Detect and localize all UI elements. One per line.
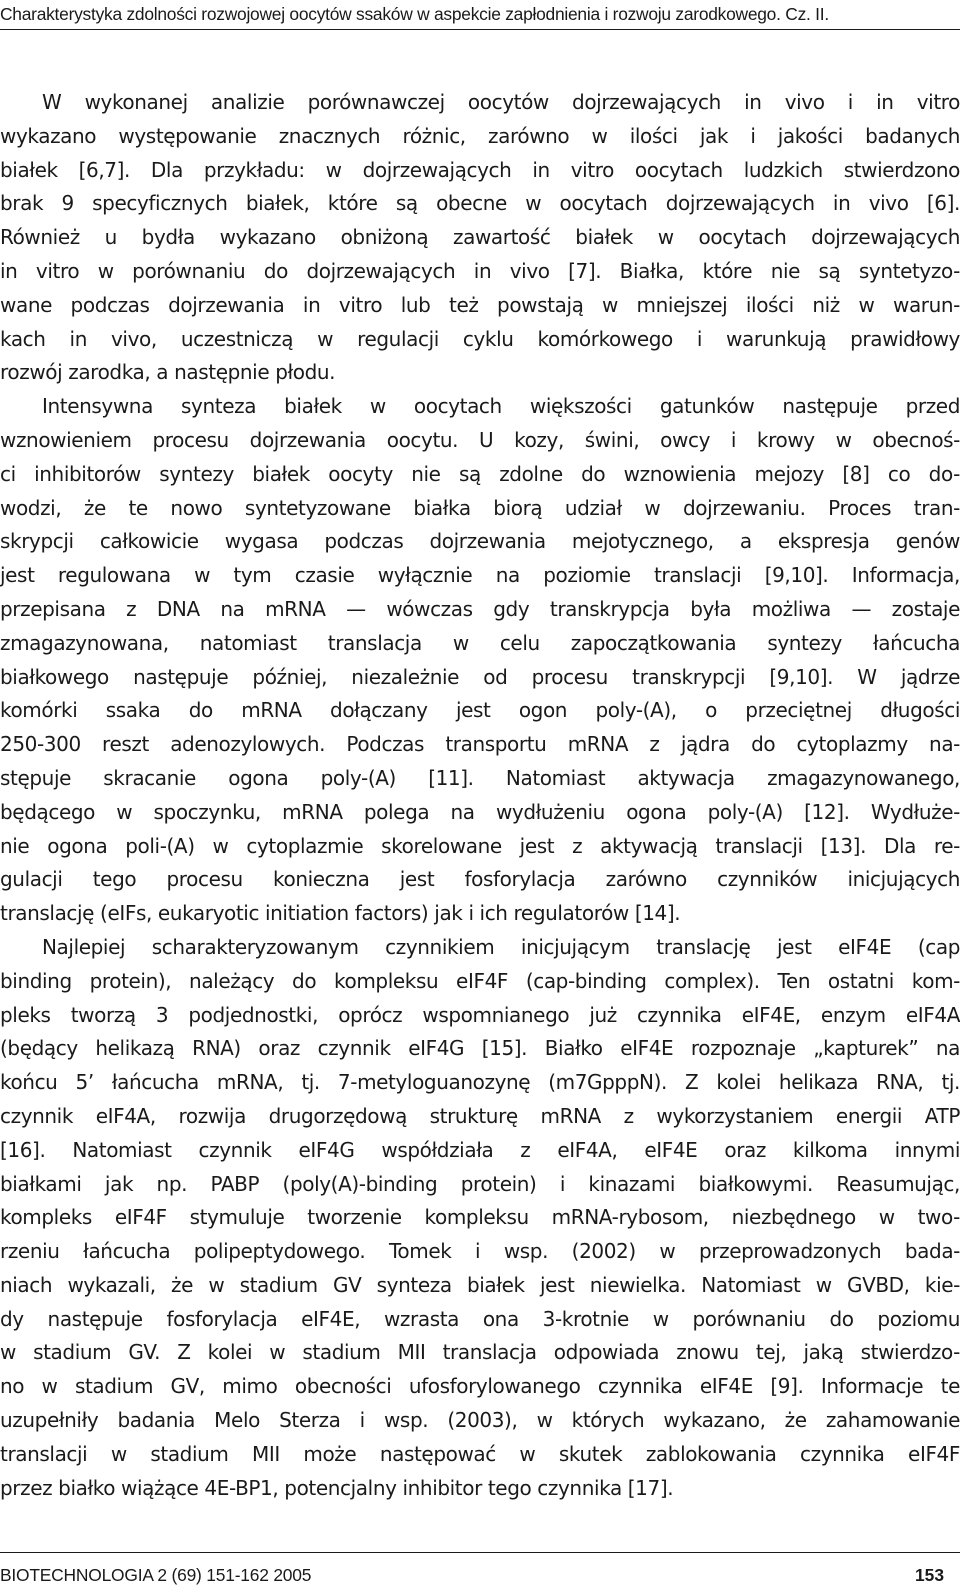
text-line: rzeniu łańcucha polipeptydowego. Tomek i wsp. (2002) w przeprowadzonych bada- [0,1239,960,1264]
text-line: Najlepiej scharakteryzowanym czynnikiem inicjującym translację jest eIF4E (cap [42,934,960,959]
text-line: wykazano występowanie znacznych różnic, zarówno w ilości jak i jakości badanych [0,123,960,148]
text-line: niach wykazali, że w stadium GV synteza białek jest niewielka. Natomiast w GVBD, kie- [0,1272,960,1297]
article-body [0,86,960,1505]
text-line: ci inhibitorów syntezy białek oocyty nie są zdolne do wznowienia mejozy [8] co do- [0,461,960,486]
text-line: nie ogona poli-(A) w cytoplazmie skorelowane jest z aktywacją translacji [13]. Dla re- [0,833,960,858]
text-line: jest regulowana w tym czasie wyłącznie na poziomie translacji [9,10]. Informacja, [0,563,960,588]
text-line: 250-300 reszt adenozylowych. Podczas transportu mRNA z jądra do cytoplazmy na- [0,732,960,757]
text-line: W wykonanej analizie porównawczej oocytów dojrzewających in vivo i in vitro [42,90,960,114]
text-line: translację (eIFs, eukaryotic initiation factors) jak i ich regulatorów [14]. [0,901,681,926]
text-line: rozwój zarodka, a następnie płodu. [0,360,336,385]
text-line: gulacji tego procesu konieczna jest fosforylacja zarówno czynników inicjujących [0,867,960,892]
paragraph-1 [0,86,960,390]
journal-citation: BIOTECHNOLOGIA 2 (69) 151-162 2005 [0,1565,312,1585]
text-line: in vitro w porównaniu do dojrzewających in vivo [7]. Białka, które nie są syntetyzo- [0,258,960,283]
text-line: przez białko wiążące 4E-BP1, potencjalny inhibitor tego czynnika [17]. [0,1475,674,1500]
paragraph-2 [0,390,960,931]
text-line: białkami jak np. PABP (poly(A)-binding protein) i kinazami białkowymi. Reasumując, [0,1171,960,1196]
text-line: czynnik eIF4A, rozwija drugorzędową strukturę mRNA z wykorzystaniem energii ATP [0,1103,960,1128]
text-line: binding protein), należący do kompleksu eIF4F (cap-binding complex). Ten ostatni kom- [0,968,960,993]
text-line: translacji w stadium MII może następować w skutek zablokowania czynnika eIF4F [0,1441,960,1466]
text-line: pleks tworzą 3 podjednostki, oprócz wspomnianego już czynnika eIF4E, enzym eIF4A [0,1002,960,1027]
text-line: stępuje skracanie ogona poly-(A) [11]. Natomiast aktywacja zmagazynowanego, [0,765,960,790]
text-line: wznowieniem procesu dojrzewania oocytu. U kozy, świni, owcy i krowy w obecnoś- [0,427,960,452]
footer-rule [0,1552,960,1553]
text-line: kach in vivo, uczestniczą w regulacji cyklu komórkowego i warunkują prawidłowy [0,326,960,351]
text-line: komórki ssaka do mRNA dołączany jest ogon poly-(A), o przeciętnej długości [0,698,960,723]
text-line: dy następuje fosforylacja eIF4E, wzrasta ona 3-krotnie w porównaniu do poziomu [0,1306,960,1331]
text-line: w stadium GV. Z kolei w stadium MII translacja odpowiada znowu tej, jaką stwierdzo- [0,1340,960,1365]
text-line: brak 9 specyficznych białek, które są obecne w oocytach dojrzewających in vivo [6]. [0,191,960,216]
text-line: Również u bydła wykazano obniżoną zawartość białek w oocytach dojrzewających [0,225,960,250]
text-line: zmagazynowana, natomiast translacja w celu zapoczątkowania syntezy łańcucha [0,630,960,655]
text-line: białkowego następuje później, niezależnie od procesu transkrypcji [9,10]. W jądrze [0,664,960,689]
text-line: [16]. Natomiast czynnik eIF4G współdziała z eIF4A, eIF4E oraz kilkoma innymi [0,1137,960,1162]
text-line: no w stadium GV, mimo obecności ufosforylowanego czynnika eIF4E [9]. Informacje te [0,1374,960,1399]
text-line: przepisana z DNA na mRNA — wówczas gdy transkrypcja była możliwa — zostaje [0,596,960,621]
text-line: białek [6,7]. Dla przykładu: w dojrzewających in vitro oocytach ludzkich stwierdzono [0,157,960,182]
text-line: kompleks eIF4F stymuluje tworzenie kompleksu mRNA-rybosom, niezbędnego w two- [0,1205,960,1230]
text-line: (będący helikazą RNA) oraz czynnik eIF4G [15]. Białko eIF4E rozpoznaje „kapturek” na [0,1036,960,1061]
header-rule [0,29,960,30]
text-line: wane podczas dojrzewania in vitro lub też powstają w mniejszej ilości niż w warun- [0,292,960,317]
text-line: będącego w spoczynku, mRNA polega na wydłużeniu ogona poly-(A) [12]. Wydłuże- [0,799,960,824]
text-line: końcu 5’ łańcucha mRNA, tj. 7-metyloguanozynę (m7GpppN). Z kolei helikaza RNA, tj. [0,1070,960,1095]
text-line: uzupełniły badania Melo Sterza i wsp. (2003), w których wykazano, że zahamowanie [0,1408,960,1433]
running-header: Charakterystyka zdolności rozwojowej oocytów ssaków w aspekcie zapłodnienia i rozwoju zarodkowego. Cz. II. [0,4,829,24]
page-number: 153 [914,1565,944,1585]
paragraph-3 [0,931,960,1506]
text-line: Intensywna synteza białek w oocytach większości gatunków następuje przed [42,394,960,419]
text-line: skrypcji całkowicie wygasa podczas dojrzewania mejotycznego, a ekspresja genów [0,529,960,554]
text-line: wodzi, że te nowo syntetyzowane białka biorą udział w dojrzewaniu. Proces tran- [0,495,960,520]
